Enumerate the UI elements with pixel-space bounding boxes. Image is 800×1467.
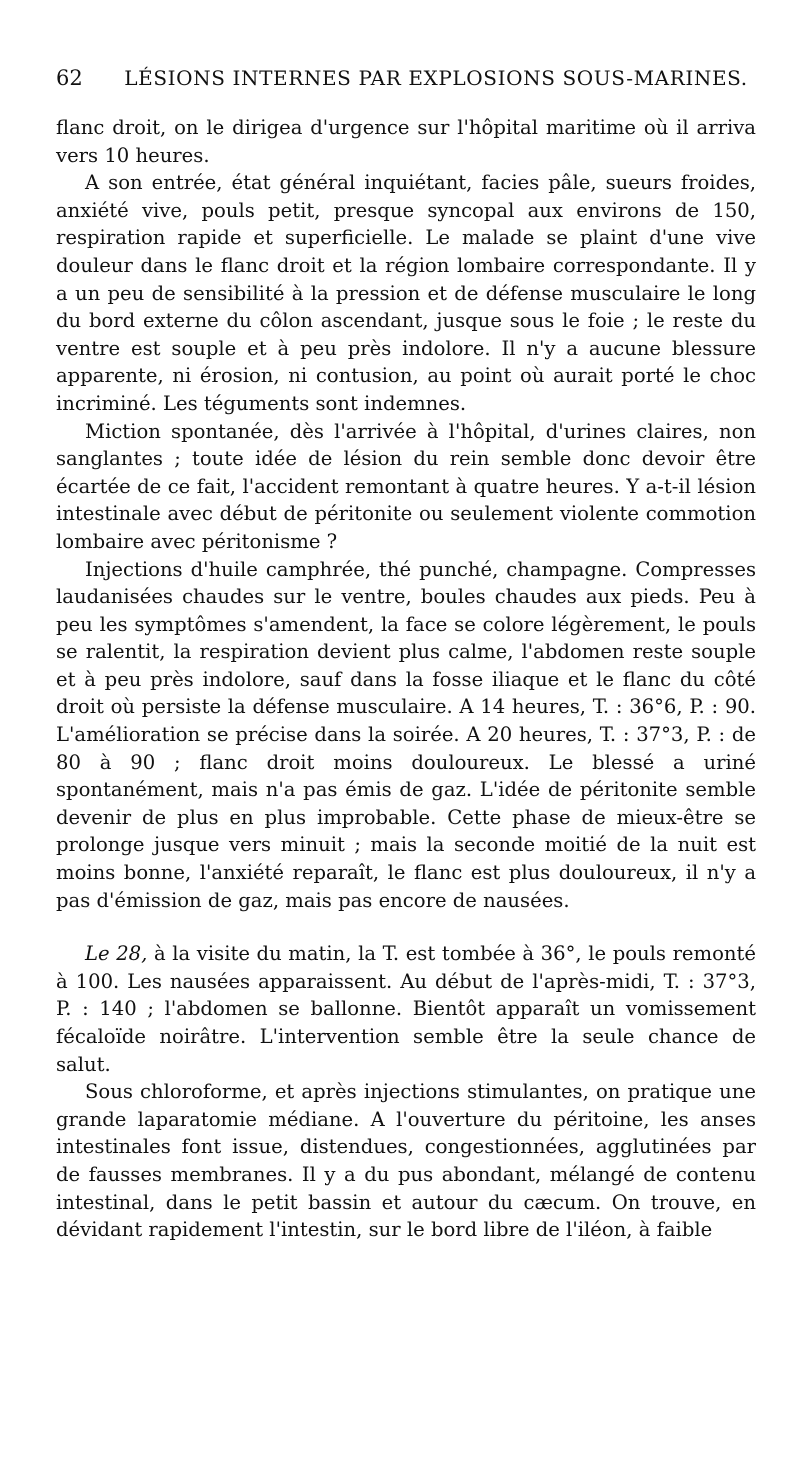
paragraph-treatment: Injections d'huile camphrée, thé punché, champagne. Compresses laudanisées chaudes sur le ventre, boules chaudes aux pieds. Peu à peu les symptômes s'amendent, la face se colore légèrement, le pouls se ralentit, la respiration devient plus calme, l'abdomen reste souple et à peu près indolore, sauf dans la fosse iliaque et le flanc du côté droit où persiste la défense musculaire. A 14 heures, T. : 36°6, P. : 90. L'amélioration se précise dans la soirée. A 20 heures, T. : 37°3, P. : de 80 à 90 ; flanc droit moins douloureux. Le blessé a uriné spontanément, mais n'a pas émis de gaz. L'idée de péritonite semble devenir de plus en plus improbable. Cette phase de mieux-être se prolonge jusque vers minuit ; mais la seconde moitié de la nuit est moins bonne, l'anxiété reparaît, le flanc est plus douloureux, il n'y a pas d'émission de gaz, mais pas encore de nausées. (56, 557, 756, 912)
running-head (56, 66, 756, 106)
date-lead: Le 28, (85, 942, 148, 966)
paragraph-surgery: Sous chloroforme, et après injections stimulantes, on pratique une grande laparatomie médiane. A l'ouverture du péritoine, les anses intestinales font issue, distendues, congestionnées, agglutinées par de fausses membranes. Il y a du pus abondant, mélangé de contenu intestinal, dans le petit bassin et autour du cæcum. On trouve, en dévidant rapidement l'intestin, sur le bord libre de l'iléon, à faible (56, 1080, 756, 1242)
paragraph-day-28-text: à la visite du matin, la T. est tombée à 36°, le pouls remonté à 100. Les nausées apparaissent. Au début de l'après-midi, T. : 37°3, P. : 140 ; l'abdomen se ballonne. Bientôt apparaît un vomissement fécaloïde noirâtre. L'intervention semble être la seule chance de salut. (56, 942, 756, 1076)
paragraph-day-28 (56, 940, 756, 1078)
body-text (56, 114, 756, 1244)
paragraph-miction: Miction spontanée, dès l'arrivée à l'hôpital, d'urines claires, non sanglantes ; toute idée de lésion du rein semble donc devoir être écartée de ce fait, l'accident remontant à quatre heures. Y a-t-il lésion intestinale avec début de péritonite ou seulement violente commotion lombaire avec péritonisme ? (56, 419, 756, 553)
paragraph-admission: A son entrée, état général inquiétant, facies pâle, sueurs froides, anxiété vive, pouls petit, presque syncopal aux environs de 150, respiration rapide et superficielle. Le malade se plaint d'une vive douleur dans le flanc droit et la région lombaire correspondante. Il y a un peu de sensibilité à la pression et de défense musculaire le long du bord externe du côlon ascendant, jusque sous le foie ; le reste du ventre est souple et à peu près indolore. Il n'y a aucune blessure apparente, ni érosion, ni contusion, au point où aurait porté le choc incriminé. Les téguments sont indemnes. (56, 171, 756, 415)
page-number: 62 (56, 66, 83, 90)
running-title: LÉSIONS INTERNES PAR EXPLOSIONS SOUS-MARINES. (124, 66, 748, 90)
paragraph-continuation: flanc droit, on le dirigea d'urgence sur l'hôpital maritime où il arriva vers 10 heures. (56, 116, 756, 167)
